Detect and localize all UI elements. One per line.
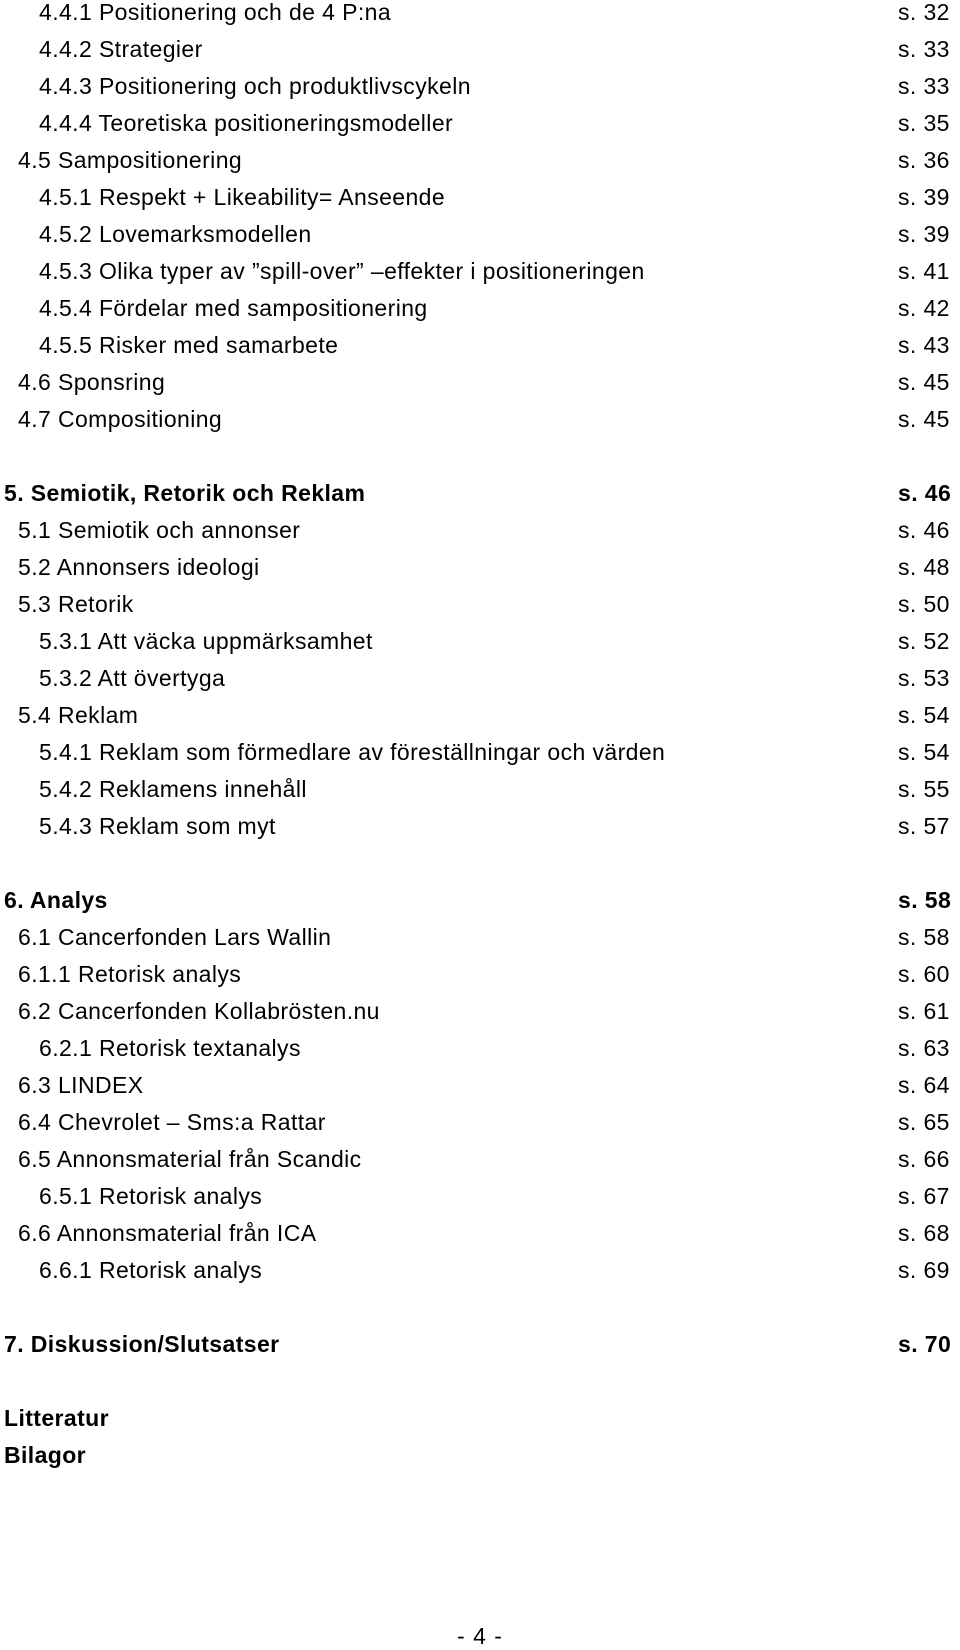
toc-entry-title: 4.6 Sponsring xyxy=(18,369,166,395)
toc-entry-page: s. 33 xyxy=(898,36,950,62)
toc-entry-title: Bilagor xyxy=(4,1442,87,1468)
toc-entry-page: s. 45 xyxy=(898,406,950,432)
toc-entry-title: 6.2.1 Retorisk textanalys xyxy=(39,1035,301,1061)
toc-entry-page: s. 65 xyxy=(898,1109,950,1135)
toc-entry-page: s. 36 xyxy=(898,147,950,173)
toc-entry-page: s. 60 xyxy=(898,961,950,987)
toc-entry-title: 5.4.3 Reklam som myt xyxy=(39,813,276,839)
toc-entry-title: 5. Semiotik, Retorik och Reklam xyxy=(4,480,366,506)
toc-entry-title: 4.5.3 Olika typer av ”spill-over” –effekter i positioneringen xyxy=(39,258,645,284)
toc-entry-page: s. 39 xyxy=(898,221,950,247)
toc-entry-title: 6.5.1 Retorisk analys xyxy=(39,1183,263,1209)
toc-entry-title: 5.3 Retorik xyxy=(18,591,134,617)
toc-entry-title: 4.5.5 Risker med samarbete xyxy=(39,332,339,358)
toc-entry-title: 4.5 Sampositionering xyxy=(18,147,243,173)
toc-entry-page: s. 52 xyxy=(898,628,950,654)
toc-entry-title: 5.2 Annonsers ideologi xyxy=(18,554,260,580)
toc-entry-page: s. 39 xyxy=(898,184,950,210)
toc-entry-title: 7. Diskussion/Slutsatser xyxy=(4,1331,280,1357)
toc-entry-page: s. 41 xyxy=(898,258,950,284)
toc-entry-page: s. 54 xyxy=(898,739,950,765)
toc-entry-page: s. 33 xyxy=(898,73,950,99)
toc-entry-page: s. 70 xyxy=(898,1331,952,1357)
toc-entry-title: 4.7 Compositioning xyxy=(18,406,223,432)
toc-entry-page: s. 43 xyxy=(898,332,950,358)
toc-entry-page: s. 48 xyxy=(898,554,950,580)
toc-entry-page: s. 35 xyxy=(898,110,950,136)
toc-entry-title: 4.4.1 Positionering och de 4 P:na xyxy=(39,0,392,25)
toc-entry-title: 6.6 Annonsmaterial från ICA xyxy=(18,1220,317,1246)
toc-entry-title: 5.3.2 Att övertyga xyxy=(39,665,226,691)
toc-entry-title: 6.1 Cancerfonden Lars Wallin xyxy=(18,924,332,950)
toc-entry-page: s. 64 xyxy=(898,1072,950,1098)
toc-entry-page: s. 58 xyxy=(898,887,952,913)
toc-entry-page: s. 46 xyxy=(898,480,952,506)
toc-entry-title: 6.3 LINDEX xyxy=(18,1072,144,1098)
toc-entry-title: 5.4.1 Reklam som förmedlare av föreställningar och värden xyxy=(39,739,666,765)
toc-entry-page: s. 69 xyxy=(898,1257,950,1283)
toc-entry-page: s. 42 xyxy=(898,295,950,321)
toc-entry-page: s. 46 xyxy=(898,517,950,543)
toc-entry-page: s. 66 xyxy=(898,1146,950,1172)
toc-entry-page: s. 55 xyxy=(898,776,950,802)
toc-entry-title: 4.5.1 Respekt + Likeability= Anseende xyxy=(39,184,446,210)
toc-entry-title: 6.1.1 Retorisk analys xyxy=(18,961,242,987)
toc-entry-title: 6.6.1 Retorisk analys xyxy=(39,1257,263,1283)
toc-entry-title: Litteratur xyxy=(4,1405,109,1431)
toc-entry-title: 6.2 Cancerfonden Kollabrösten.nu xyxy=(18,998,380,1024)
toc-entry-title: 4.4.3 Positionering och produktlivscykeln xyxy=(39,73,471,99)
toc-entry-title: 6. Analys xyxy=(4,887,108,913)
toc-entry-title: 4.5.4 Fördelar med sampositionering xyxy=(39,295,428,321)
toc-entry-page: s. 67 xyxy=(898,1183,950,1209)
toc-entry-title: 5.4.2 Reklamens innehåll xyxy=(39,776,307,802)
toc-entry-page: s. 50 xyxy=(898,591,950,617)
toc-entry-title: 6.5 Annonsmaterial från Scandic xyxy=(18,1146,362,1172)
toc-entry-page: s. 68 xyxy=(898,1220,950,1246)
toc-entry-page: s. 61 xyxy=(898,998,950,1024)
toc-entry-page: s. 53 xyxy=(898,665,950,691)
toc-entry-title: 6.4 Chevrolet – Sms:a Rattar xyxy=(18,1109,326,1135)
toc-entry-page: s. 45 xyxy=(898,369,950,395)
toc-entry-page: s. 57 xyxy=(898,813,950,839)
toc-entry-title: 4.4.2 Strategier xyxy=(39,36,203,62)
toc-entry-title: 4.4.4 Teoretiska positioneringsmodeller xyxy=(39,110,454,136)
toc-entry-title: 5.1 Semiotik och annonser xyxy=(18,517,301,543)
page-number: - 4 - xyxy=(457,1623,503,1649)
toc-entry-page: s. 63 xyxy=(898,1035,950,1061)
toc-entry-title: 5.4 Reklam xyxy=(18,702,139,728)
toc-entry-title: 4.5.2 Lovemarksmodellen xyxy=(39,221,312,247)
toc-entry-page: s. 58 xyxy=(898,924,950,950)
toc-entry-title: 5.3.1 Att väcka uppmärksamhet xyxy=(39,628,373,654)
toc-entry-page: s. 32 xyxy=(898,0,950,25)
toc-entry-page: s. 54 xyxy=(898,702,950,728)
